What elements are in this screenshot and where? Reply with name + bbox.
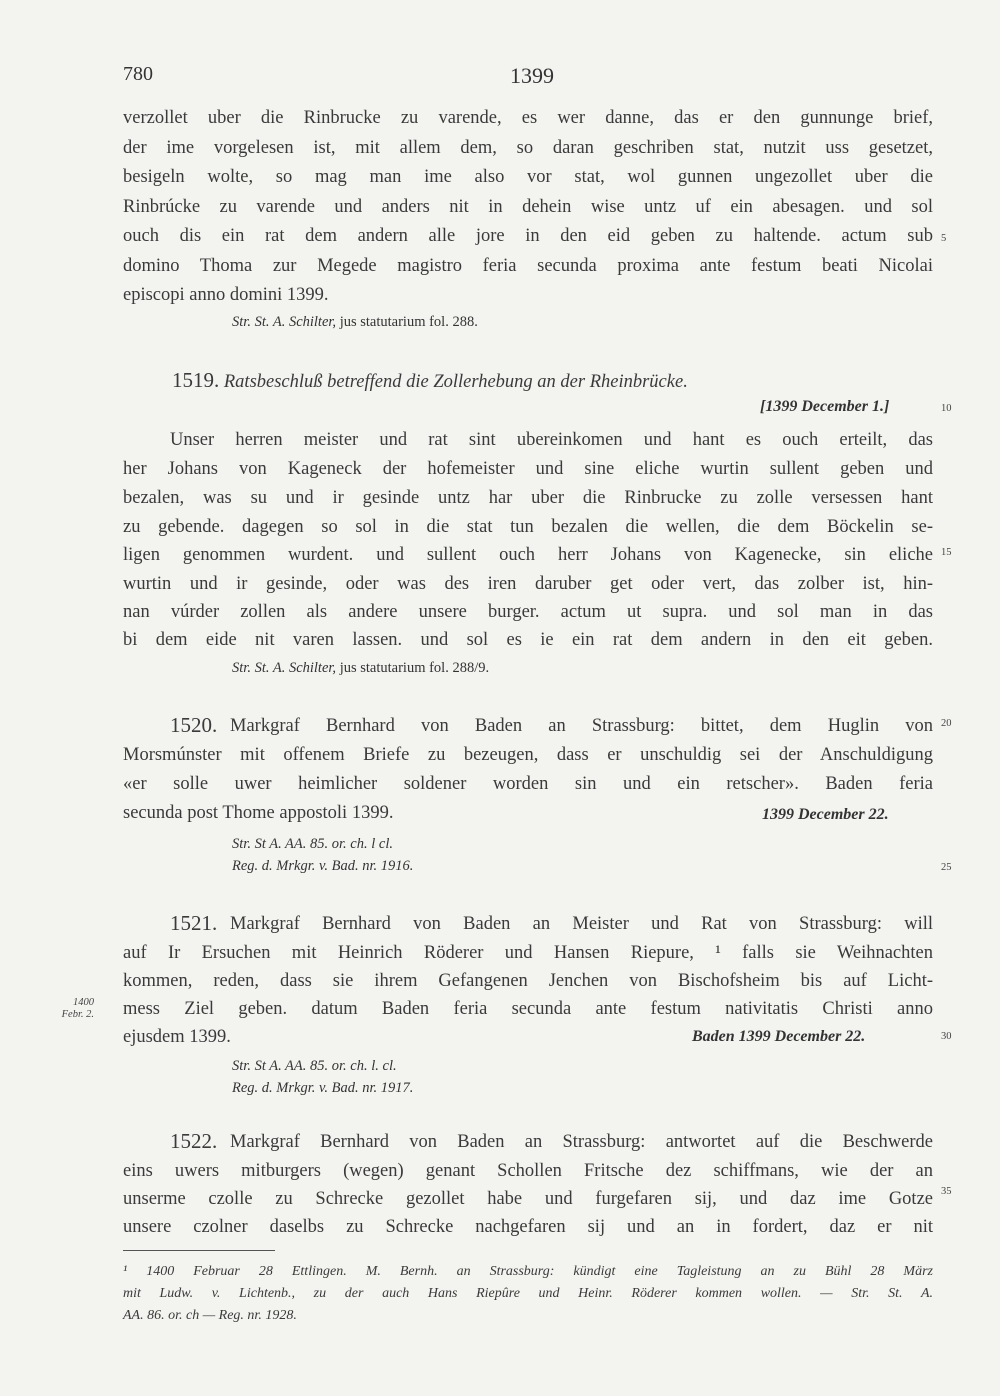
entry-heading-1519: 1519. Ratsbeschluß betreffend die Zollerhebung an der Rheinbrücke. <box>172 368 688 392</box>
text-line: wurtin und ir gesinde, oder was des iren daruber get oder vert, das zolber ist, hin- <box>123 574 933 594</box>
footnote-line: AA. 86. or. ch — Reg. nr. 1928. <box>123 1308 297 1323</box>
running-header-year: 1399 <box>510 63 554 88</box>
source-citation: Reg. d. Mrkgr. v. Bad. nr. 1917. <box>232 1080 414 1096</box>
text-line: der ime vorgelesen ist, mit allem dem, so daran geschriben stat, nutzit uss gesetzet, <box>123 138 933 158</box>
entry-number-1521: 1521. <box>170 911 218 935</box>
line-number: 35 <box>941 1186 952 1197</box>
text-line: besigeln wolte, so mag man ime also vor stat, wol gunnen ungezollet uber die <box>123 167 933 187</box>
margin-date-note: 1400 Febr. 2. <box>61 997 94 1020</box>
text-line: her Johans von Kageneck der hofemeister und sine eliche wurtin sullent geben und <box>123 459 933 479</box>
source-citation: Str. St A. AA. 85. or. ch. l cl. <box>232 836 393 852</box>
footnote-line: mit Ludw. v. Lichtenb., zu der auch Hans Riepûre und Heinr. Röderer kommen wollen. — Str. St. A. <box>123 1286 933 1301</box>
entry-date: 1399 December 22. <box>762 806 889 823</box>
text-line: auf Ir Ersuchen mit Heinrich Röderer und Hansen Riepure, ¹ falls sie Weihnachten <box>123 943 933 963</box>
line-number: 10 <box>941 403 952 414</box>
text-line: «er solle uwer heimlicher soldener worden sin und ein retscher». Baden feria <box>123 774 933 794</box>
text-line: bi dem eide nit varen lassen. und sol es ie ein rat dem andern in den eit geben. <box>123 630 933 650</box>
line-number: 25 <box>941 862 952 873</box>
text-line: verzollet uber die Rinbrucke zu varende, es wer danne, das er den gunnunge brief, <box>123 108 933 128</box>
line-number: 20 <box>941 718 952 729</box>
text-line: Unser herren meister und rat sint ubereinkomen und hant es ouch erteilt, das <box>170 430 933 450</box>
text-line: ejusdem 1399. <box>123 1027 231 1047</box>
text-line: episcopi anno domini 1399. <box>123 285 329 305</box>
entry-number-1520: 1520. <box>170 713 218 737</box>
text-line: zu gebende. dagegen so sol in die stat tun bezalen die wellen, die dem Böckelin se- <box>123 517 933 537</box>
entry-date: [1399 December 1.] <box>760 398 890 415</box>
line-number: 15 <box>941 547 952 558</box>
text-line: kommen, reden, dass sie ihrem Gefangenen Jenchen von Bischofsheim bis auf Licht- <box>123 971 933 991</box>
text-line: unsere czolner daselbs zu Schrecke nachgefaren sij und an in fordert, daz er nit <box>123 1217 933 1237</box>
source-citation: Str. St A. AA. 85. or. ch. l. cl. <box>232 1058 397 1074</box>
text-line: unserme czolle zu Schrecke gezollet habe und furgefaren sij, und daz ime Gotze <box>123 1189 933 1209</box>
text-line: ouch dis ein rat dem andern alle jore in den eid geben zu haltende. actum sub <box>123 226 933 246</box>
text-line: nan vúrder zollen als andere unsere burger. actum ut supra. und sol man in das <box>123 602 933 622</box>
text-line: Morsmúnster mit offenem Briefe zu bezeugen, dass er unschuldig sei der Anschuldigung <box>123 745 933 765</box>
entry-number-1522: 1522. <box>170 1129 218 1153</box>
text-line: bezalen, was su und ir gesinde untz har uber die Rinbrucke zu zolle versessen hant <box>123 488 933 508</box>
text-line: Markgraf Bernhard von Baden an Strassburg: antwortet auf die Beschwerde <box>230 1132 933 1152</box>
page-number: 780 <box>123 63 153 85</box>
footnote-line: ¹ 1400 Februar 28 Ettlingen. M. Bernh. an Strassburg: kündigt eine Tagleistung an zu Bühl 28 März <box>123 1264 933 1279</box>
text-line: ligen genommen wurdent. und sullent ouch herr Johans von Kagenecke, sin eliche <box>123 545 933 565</box>
source-citation: Str. St. A. Schilter, jus statutarium fol. 288/9. <box>232 660 490 676</box>
source-citation: Reg. d. Mrkgr. v. Bad. nr. 1916. <box>232 858 414 874</box>
text-line: Markgraf Bernhard von Baden an Meister und Rat von Strassburg: will <box>230 914 933 934</box>
source-citation: Str. St. A. Schilter, jus statutarium fol. 288. <box>232 314 478 330</box>
text-line: Rinbrúcke zu varende und anders nit in dehein wise untz uf ein abesagen. und sol <box>123 197 933 217</box>
text-line: domino Thoma zur Megede magistro feria secunda proxima ante festum beati Nicolai <box>123 256 933 276</box>
line-number: 5 <box>941 233 947 244</box>
text-line: eins uwers mitburgers (wegen) genant Schollen Fritsche dez schiffmans, wie der an <box>123 1161 933 1181</box>
text-line: mess Ziel geben. datum Baden feria secunda ante festum nativitatis Christi anno <box>123 999 933 1019</box>
text-line: secunda post Thome appostoli 1399. <box>123 803 394 823</box>
text-line: Markgraf Bernhard von Baden an Strassburg: bittet, dem Huglin von <box>230 716 933 736</box>
entry-date: Baden 1399 December 22. <box>692 1028 866 1045</box>
footnote-rule <box>123 1250 275 1251</box>
line-number: 30 <box>941 1031 952 1042</box>
